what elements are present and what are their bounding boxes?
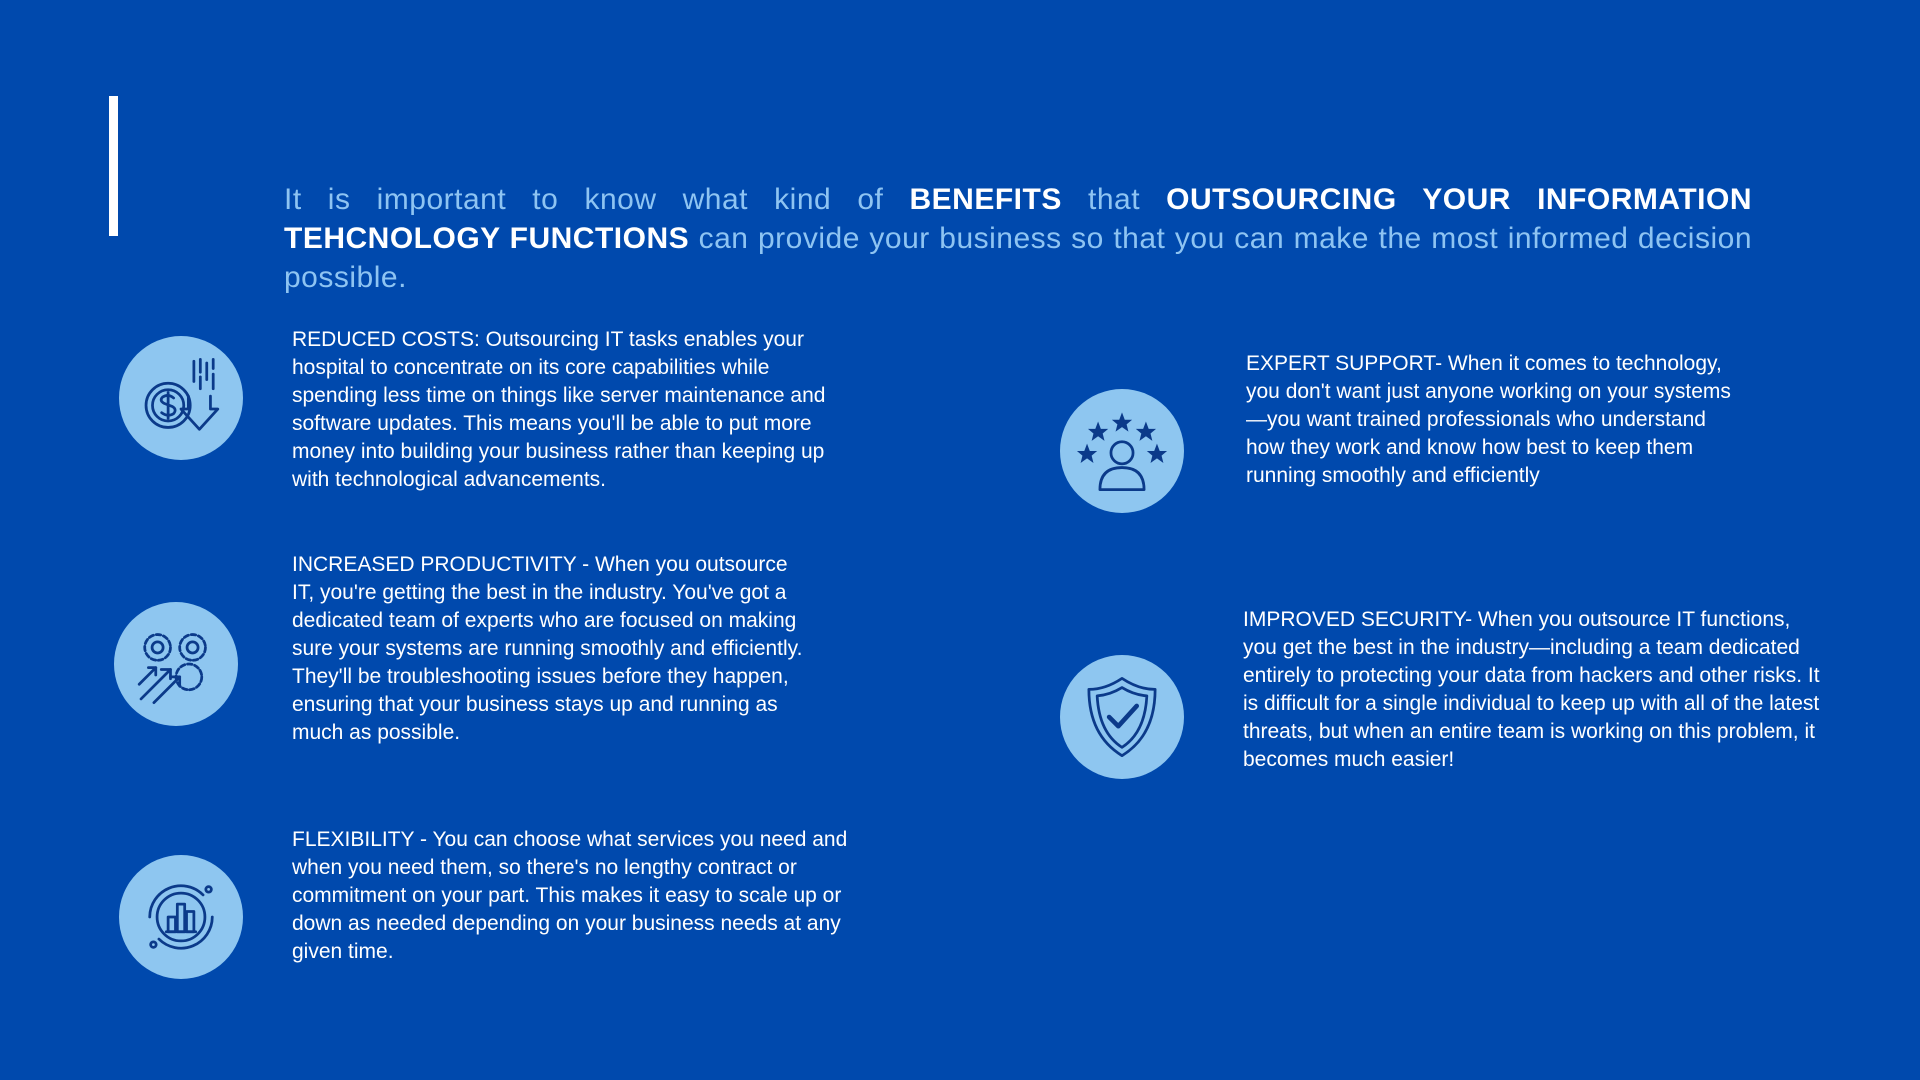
benefit-reduced-costs: REDUCED COSTS: Outsourcing IT tasks enables your hospital to concentrate on its core capabilities while spending less time on things like server maintenance and software updates. This means you'll be able to put more money into building your business rather than keeping up with technological advancements. xyxy=(292,328,826,491)
intro-bold-benefits: BENEFITS xyxy=(909,183,1062,216)
intro-part-2: that xyxy=(1061,183,1167,216)
intro-part-1: It is important to know what kind of xyxy=(284,183,910,216)
intro-bold-outsourcing: OUTSOURCING YOUR INFORMATION TEHCNOLOGY FUNCTIONS xyxy=(284,183,1752,255)
shield-check-icon xyxy=(1060,655,1184,779)
chart-target-icon xyxy=(119,855,243,979)
benefit-flexibility: FLEXIBILITY - You can choose what services you need and when you need them, so there's no lengthy contract or commitment on your part. This makes it easy to scale up or down as needed depending on your business needs at any given time. xyxy=(292,828,848,963)
expert-stars-icon xyxy=(1060,389,1184,513)
accent-bar xyxy=(109,96,118,236)
dollar-down-icon xyxy=(119,336,243,460)
benefit-increased-productivity: INCREASED PRODUCTIVITY - When you outsource IT, you're getting the best in the industry. You've got a dedicated team of experts who are focused on making sure your systems are running smoothly and efficiently. They'll be troubleshooting issues before they happen, ensuring that your business stays up and running as much as possible. xyxy=(292,553,803,744)
benefit-expert-support: EXPERT SUPPORT- When it comes to technology, you don't want just anyone working on your systems—you want trained professionals who understand how they work and know how best to keep them running smoothly and efficiently xyxy=(1246,352,1731,487)
gears-growth-icon xyxy=(114,602,238,726)
intro-paragraph xyxy=(284,180,1752,297)
benefit-improved-security: IMPROVED SECURITY- When you outsource IT functions, you get the best in the industry—including a team dedicated entirely to protecting your data from hackers and other risks. It is difficult for a single individual to keep up with all of the latest threats, but when an entire team is working on this problem, it becomes much easier! xyxy=(1243,608,1820,771)
intro-part-3: can provide your business so that you can make the most informed decision possible. xyxy=(284,222,1753,294)
